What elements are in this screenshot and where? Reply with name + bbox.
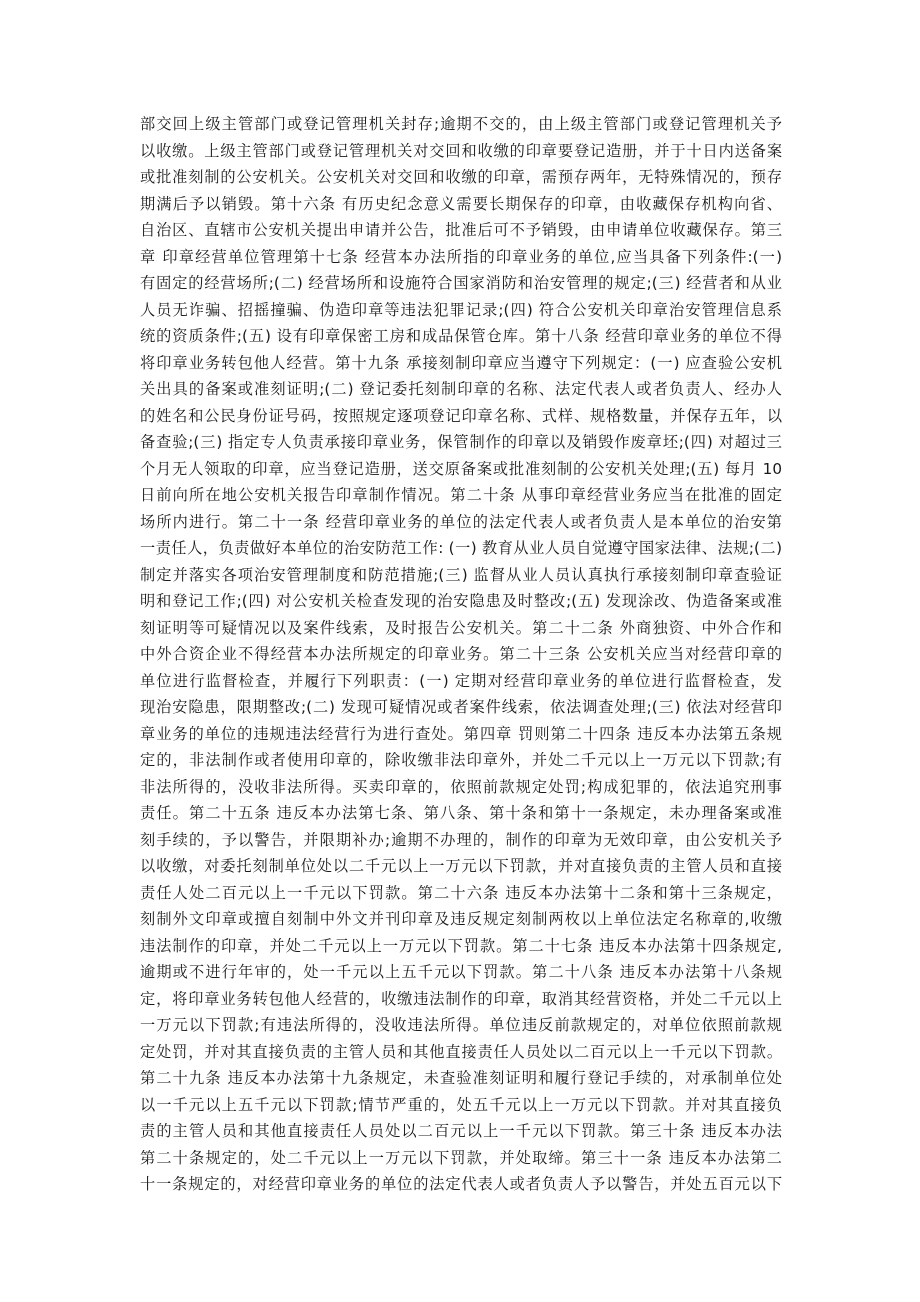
text-line: 统的资质条件;(五) 设有印章保密工房和成品保管仓库。第十八条 经营印章业务的单位不得 bbox=[140, 327, 782, 345]
text-line: 备查验;(三) 指定专人负责承接印章业务，保管制作的印章以及销毁作废章坯;(四) 对超过三 bbox=[140, 433, 782, 451]
text-line: 将印章业务转包他人经营。第十九条 承接刻制印章应当遵守下列规定：(一) 应查验公安机 bbox=[140, 353, 782, 372]
text-line: 刻证明等可疑情况以及案件线索，及时报告公安机关。第二十二条 外商独资、中外合作和 bbox=[140, 618, 782, 637]
text-line: 以收缴，对委托刻制单位处以二千元以上一万元以下罚款，并对直接负责的主管人员和直接 bbox=[140, 857, 782, 875]
text-line: 日前向所在地公安机关报告印章制作情况。第二十条 从事印章经营业务应当在批准的固定 bbox=[140, 486, 782, 504]
text-line: 十一条规定的，对经营印章业务的单位的法定代表人或者负责人予以警告，并处五百元以下 bbox=[140, 1175, 782, 1193]
text-line: 定的，非法制作或者使用印章的，除收缴非法印章外，并处二千元以上一万元以下罚款;有 bbox=[140, 751, 782, 769]
text-line: 人员无诈骗、招摇撞骗、伪造印章等违法犯罪记录;(四) 符合公安机关印章治安管理信息系 bbox=[140, 300, 782, 319]
text-line: 期满后予以销毁。第十六条 有历史纪念意义需要长期保存的印章，由收藏保存机构向省、 bbox=[140, 194, 782, 213]
text-line: 关出具的备案或准刻证明;(二) 登记委托刻制印章的名称、法定代表人或者负责人、经办人 bbox=[140, 380, 782, 398]
text-line: 个月无人领取的印章，应当登记造册，送交原备案或批准刻制的公安机关处理;(五) 每月 10 bbox=[140, 459, 782, 478]
text-line: 自治区、直辖市公安机关提出申请并公告，批准后可不予销毁，由申请单位收藏保存。第三 bbox=[140, 221, 782, 239]
text-line: 责任。第二十五条 违反本办法第七条、第八条、第十条和第十一条规定，未办理备案或准 bbox=[140, 804, 782, 822]
text-line: 第二十条规定的，处二千元以上一万元以下罚款，并处取缔。第三十一条 违反本办法第二 bbox=[140, 1148, 782, 1167]
text-line: 责任人处二百元以上一千元以下罚款。第二十六条 违反本办法第十二条和第十三条规定， bbox=[140, 883, 782, 902]
text-line: 部交回上级主管部门或登记管理机关封存;逾期不交的，由上级主管部门或登记管理机关予 bbox=[140, 115, 782, 133]
text-line: 中外合资企业不得经营本办法所规定的印章业务。第二十三条 公安机关应当对经营印章的 bbox=[140, 645, 782, 663]
text-line: 逾期或不进行年审的，处一千元以上五千元以下罚款。第二十八条 违反本办法第十八条规 bbox=[140, 963, 782, 981]
text-line: 刻制外文印章或擅自刻制中外文并刊印章及违反规定刻制两枚以上单位法定名称章的,收缴 bbox=[140, 910, 782, 928]
text-line: 有固定的经营场所;(二) 经营场所和设施符合国家消防和治安管理的规定;(三) 经营者和从业 bbox=[140, 274, 782, 292]
text-line: 定处罚，并对其直接负责的主管人员和其他直接责任人员处以二百元以上一千元以下罚款。 bbox=[140, 1042, 782, 1061]
text-line: 以收缴。上级主管部门或登记管理机关对交回和收缴的印章要登记造册，并于十日内送备案 bbox=[140, 141, 782, 160]
text-line: 刻手续的，予以警告，并限期补办;逾期不办理的，制作的印章为无效印章，由公安机关予 bbox=[140, 830, 782, 849]
text-line: 一责任人，负责做好本单位的治安防范工作: (一) 教育从业人员自觉遵守国家法律、法规;(二) bbox=[140, 539, 782, 557]
text-line: 以一千元以上五千元以下罚款;情节严重的，处五千元以上一万元以下罚款。并对其直接负 bbox=[140, 1095, 782, 1114]
text-line: 非法所得的，没收非法所得。买卖印章的，依照前款规定处罚;构成犯罪的，依法追究刑事 bbox=[140, 777, 782, 796]
text-line: 单位进行监督检查，并履行下列职责：(一) 定期对经营印章业务的单位进行监督检查，发 bbox=[140, 671, 782, 690]
text-line: 定，将印章业务转包他人经营的，收缴违法制作的印章，取消其经营资格，并处二千元以上 bbox=[140, 989, 782, 1008]
text-line: 现治安隐患，限期整改;(二) 发现可疑情况或者案件线索，依法调查处理;(三) 依法对经营印 bbox=[140, 698, 782, 716]
text-line: 章 印章经营单位管理第十七条 经营本办法所指的印章业务的单位,应当具备下列条件:(一) bbox=[140, 247, 782, 266]
text-line: 的姓名和公民身份证号码，按照规定逐项登记印章名称、式样、规格数量，并保存五年，以 bbox=[140, 406, 782, 425]
text-line: 场所内进行。第二十一条 经营印章业务的单位的法定代表人或者负责人是本单位的治安第 bbox=[140, 512, 782, 531]
text-line: 责的主管人员和其他直接责任人员处以二百元以上一千元以下罚款。第三十条 违反本办法 bbox=[140, 1122, 782, 1140]
text-line: 违法制作的印章，并处二千元以上一万元以下罚款。第二十七条 违反本办法第十四条规定, bbox=[140, 936, 782, 955]
text-line: 制定并落实各项治安管理制度和防范措施;(三) 监督从业人员认真执行承接刻制印章查验证 bbox=[140, 565, 782, 584]
text-line: 第二十九条 违反本办法第十九条规定，未查验准刻证明和履行登记手续的，对承制单位处 bbox=[140, 1069, 782, 1087]
document-body-text bbox=[140, 111, 782, 1198]
text-line: 或批准刻制的公安机关。公安机关对交回和收缴的印章，需预存两年，无特殊情况的，预存 bbox=[140, 168, 782, 186]
text-line: 一万元以下罚款;有违法所得的，没收违法所得。单位违反前款规定的，对单位依照前款规 bbox=[140, 1016, 782, 1034]
text-line: 明和登记工作;(四) 对公安机关检查发现的治安隐患及时整改;(五) 发现涂改、伪造备案或准 bbox=[140, 592, 782, 610]
text-line: 章业务的单位的违规违法经营行为进行查处。第四章 罚则第二十四条 违反本办法第五条规 bbox=[140, 724, 782, 743]
